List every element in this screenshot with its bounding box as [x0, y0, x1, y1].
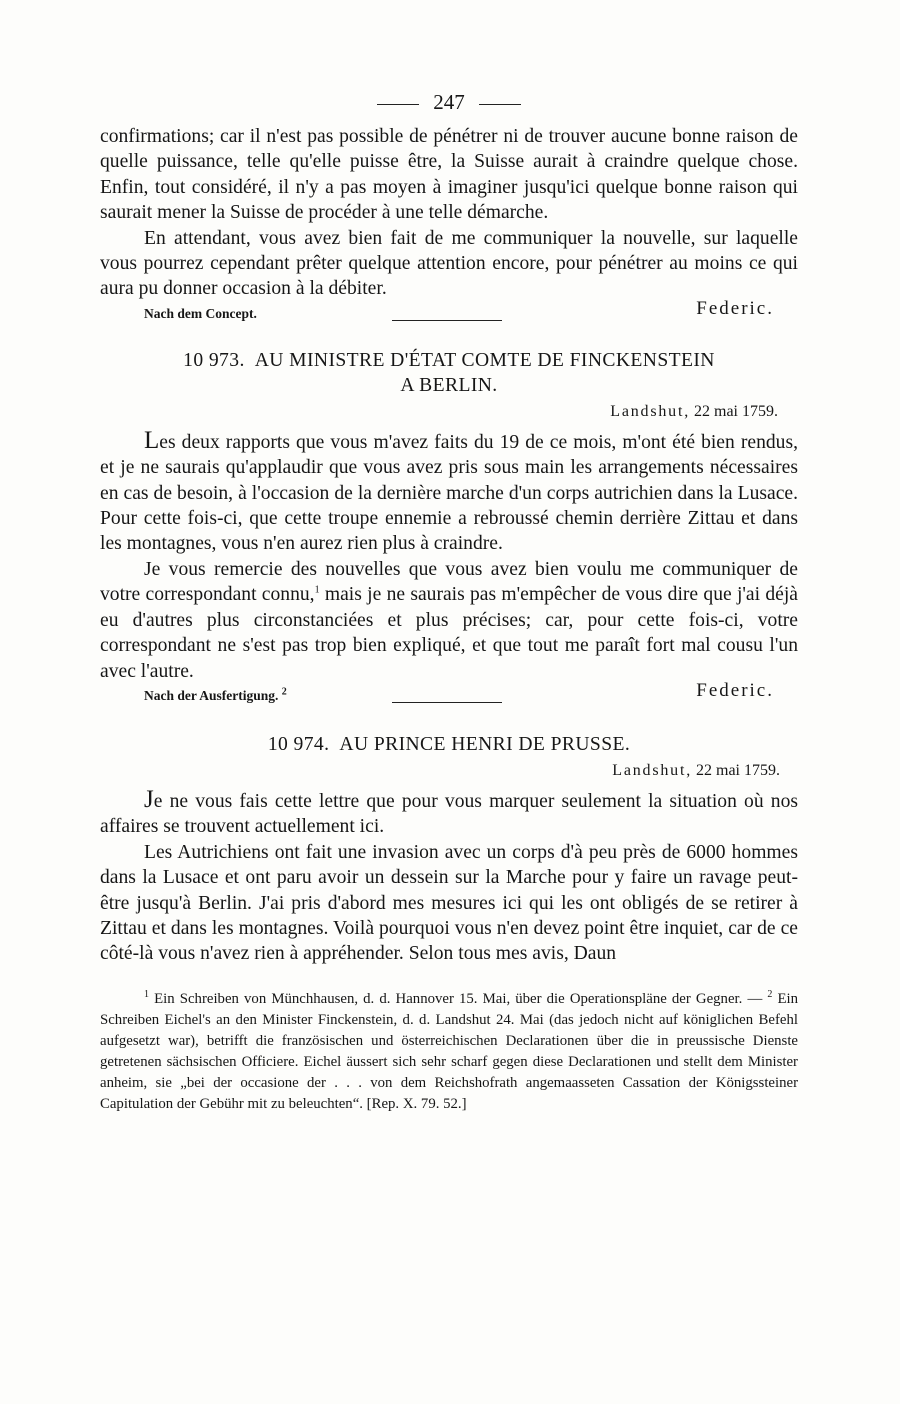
footnote-text	[100, 989, 798, 1115]
letter-heading-10973	[100, 348, 798, 373]
document-page	[100, 84, 798, 1115]
letter-heading-10974	[100, 732, 798, 757]
dateline-date: 22 mai 1759.	[696, 761, 780, 779]
source-note-text: Nach der Ausfertigung.	[144, 687, 279, 703]
continuation-paragraph-2: En attendant, vous avez bien fait de me communiquer la nouvelle, sur laquelle vous pourrez cependant prêter quelque attention encore, pour pénétrer au moins ce qui aura pu donner occasion à la débiter.	[100, 227, 798, 300]
letter-paragraph: Les deux rapports que vous m'avez faits du 19 de ce mois, m'ont été bien rendus, et je ne saurais qu'applaudir que vous avez pris sous main les arrangements nécessaires en cas de besoin, à l'occasion de la dernière marche d'un corps autrichien dans la Lusace. Pour cette fois-ci, que cette troupe ennemie a rebroussé chemin derrière Zittau et dans les montagnes, vous n'en aurez rien plus à craindre.	[100, 426, 798, 555]
footnote-marker: 1	[144, 988, 149, 1000]
source-note	[144, 688, 287, 704]
letter-number: 10 974.	[267, 733, 330, 755]
signature-block-top	[100, 297, 798, 328]
footnote-marker: 2	[281, 686, 287, 698]
footnote-marker: 2	[767, 988, 773, 1000]
signature: Federic.	[696, 679, 774, 701]
footnote-1: Ein Schreiben von Münchhausen, d. d. Hannover 15. Mai, über die Operationspläne der Gegner. —	[149, 990, 768, 1007]
continuation-paragraph: confirmations; car il n'est pas possible de pénétrer ni de trouver aucune bonne raison de quelle puissance, telle qu'elle puisse être, la Suisse aurait à craindre quelque chose. Enfin, tout considéré, il n'y a pas moyen à imaginer jusqu'ici quelque bonne raison qui saurait mener la Suisse de procéder à une telle démarche.	[100, 126, 798, 224]
letter-number: 10 973.	[183, 349, 245, 371]
page-number-dash-right	[479, 104, 521, 105]
signature: Federic.	[696, 297, 774, 319]
page-number-text: 247	[433, 90, 465, 114]
letter-dateline	[100, 401, 798, 423]
paragraph-text: Je vous remercie des nouvelles que vous avez bien voulu me communiquer de votre correspondant connu,	[100, 558, 798, 606]
signature-block-10973	[100, 679, 798, 710]
letter-paragraph-2	[100, 557, 798, 684]
separator-rule	[392, 702, 502, 703]
footnote-marker: 1	[314, 584, 320, 596]
letter-paragraph-2: Les Autrichiens ont fait une invasion avec un corps d'à peu près de 6000 hommes dans la Lusace et ont paru avoir un dessein sur la Marche pour y faire un ravage peut-être jusqu'à Berlin. J'ai pris d'abord mes mesures ici qui les ont obligés de se retirer à Zittau et dans les montagnes. Voilà pourquoi vous n'en devez point être inquiet, car de ce côté-là vous n'avez rien à appréhender. Selon tous mes avis, Daun	[100, 841, 798, 965]
page-number	[100, 84, 798, 120]
letter-paragraph: Je ne vous fais cette lettre que pour vous marquer seulement la situation où nos affaires se trouvent actuellement ici.	[100, 785, 798, 838]
letter-title: AU PRINCE HENRI DE PRUSSE.	[339, 733, 631, 755]
paragraph-text-continued: mais je ne saurais pas m'empêcher de vous dire que j'ai déjà eu d'autres plus circonstanciées et plus précises; car, pour cette fois-ci, votre correspondant ne s'est pas trop bien expliqué, et que tout me paraît fort mal cousu l'un avec l'autre.	[100, 584, 798, 682]
dateline-date: 22 mai 1759.	[694, 402, 778, 420]
letter-title: AU MINISTRE D'ÉTAT COMTE DE FINCKENSTEIN	[254, 349, 715, 371]
letter-dateline	[100, 760, 798, 782]
footnote-2: Ein Schreiben Eichel's an den Minister Finckenstein, d. d. Landshut 24. Mai (das jedoch nicht auf königlichen Befehl aufgesetzt war), betrifft die französischen und österreichischen Declarationen über die in preussische Dienste getretenen sächsischen Officiere. Eichel äussert sich sehr scharf gegen diese Declarationen und stellt dem Minister anheim, sie „bei der occasione der . . . von dem Reichshofrath angemaasseten Cassation der Königssteiner Capitulation der Gebühr mit zu beleuchten“. [Rep. X. 79. 52.]	[100, 990, 798, 1112]
source-note: Nach dem Concept.	[144, 305, 257, 321]
page-number-dash-left	[377, 104, 419, 105]
dateline-place: Landshut,	[612, 761, 692, 779]
footnotes	[100, 989, 798, 1115]
separator-rule	[392, 320, 502, 321]
letter-title-line-2: A BERLIN.	[400, 374, 498, 396]
dateline-place: Landshut,	[610, 402, 690, 420]
